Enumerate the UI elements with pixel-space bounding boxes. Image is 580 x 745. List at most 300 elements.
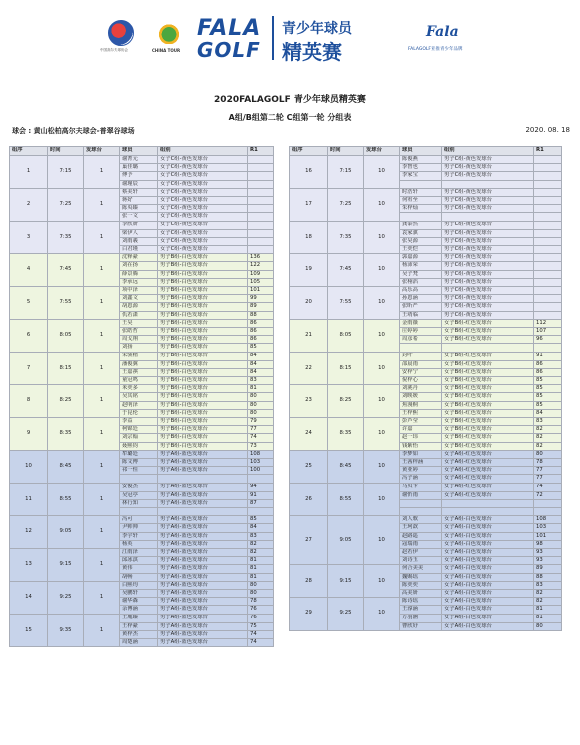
round1-score: 80 [248,401,274,409]
column-header: 发球台 [364,147,400,156]
division: 男子A组-蓝色发球台 [158,614,248,622]
tee-time: 8:05 [48,319,84,352]
table-row [290,287,562,295]
player-name: 马贝卡 [400,483,442,491]
group-number: 13 [10,549,48,582]
division: 男子A组-蓝色发球台 [158,450,248,458]
player-name: 周楚涵 [120,639,158,647]
player-name [400,180,442,188]
division: 女子B组-红色发球台 [442,434,534,442]
round1-score [534,164,562,172]
player-name: 刘雨羲 [120,237,158,245]
group-number: 5 [10,287,48,320]
table-row [10,516,274,524]
division: 男子A组-蓝色发球台 [158,499,248,507]
division: 女子A组-红色发球台 [442,475,534,483]
player-name: 周戈翔 [120,336,158,344]
player-name: 柯锦廷 [120,426,158,434]
division: 女子A组-红色发球台 [442,467,534,475]
round1-score: 74 [248,630,274,638]
division: 男子C组-黄色发球台 [442,188,534,196]
player-name: 刘映媛 [400,393,442,401]
player-name: 庄婷婷 [400,327,442,335]
player-name: 白熙均 [120,581,158,589]
table-row [290,418,562,426]
player-name: 李梦如 [400,450,442,458]
tee-time: 7:35 [328,221,364,254]
round1-score: 98 [534,540,562,548]
group-number: 20 [290,287,328,320]
round1-score [248,205,274,213]
round1-score: 83 [534,418,562,426]
tee-time: 8:55 [48,483,84,516]
division: 男子A组-蓝色发球台 [158,606,248,614]
player-name: 安梓宁 [400,368,442,376]
group-number: 2 [10,188,48,221]
division: 女子B组-红色发球台 [442,418,534,426]
tee-time: 7:55 [48,287,84,320]
player-name: 吴其铭 [120,393,158,401]
division: 男子B组-白色发球台 [158,287,248,295]
round1-score [534,311,562,319]
tee-time: 7:15 [48,156,84,189]
round1-score: 80 [534,622,562,630]
group-number: 21 [290,319,328,352]
round1-score [534,213,562,221]
division: 女子A组-白色发球台 [442,540,534,548]
round1-score: 84 [248,360,274,368]
tee-time: 7:35 [48,221,84,254]
round1-score [534,287,562,295]
round1-score: 88 [534,573,562,581]
table-row [10,319,274,327]
player-name: 王茜梓涵 [400,458,442,466]
round1-score [534,205,562,213]
round1-score: 99 [248,295,274,303]
division: 女子C组-黄色发球台 [158,205,248,213]
division: 男子B组-白色发球台 [158,303,248,311]
table-row [10,385,274,393]
group-number: 1 [10,156,48,189]
round1-score: 93 [534,557,562,565]
round1-score: 75 [248,622,274,630]
division: 女子C组-黄色发球台 [158,188,248,196]
player-name: 杨英 [120,540,158,548]
table-row [10,450,274,458]
column-header: 时间 [48,147,84,156]
player-name: 陈俊燕 [400,156,442,164]
round1-score: 84 [248,524,274,532]
division: 男子C组-黄色发球台 [442,156,534,164]
division: 女子B组-红色发球台 [442,360,534,368]
table-row [10,221,274,229]
round1-score [534,172,562,180]
player-name: 张一文 [120,213,158,221]
group-number: 23 [290,385,328,418]
player-name: 李欣妍 [120,221,158,229]
column-header: 时间 [328,147,364,156]
division: 男子C组-黄色发球台 [442,270,534,278]
group-number: 6 [10,319,48,352]
page-subtitle: A组/B组第二轮 C组第一轮 分组表 [228,113,352,122]
tee-number: 1 [84,581,120,614]
column-header: 组序 [290,147,328,156]
round1-score [534,344,562,352]
division: 女子C组-黄色发球台 [158,237,248,245]
table-row [10,483,274,491]
division: 女子A组-白色发球台 [442,524,534,532]
tee-time: 9:15 [48,549,84,582]
tee-number: 1 [84,614,120,647]
player-name: 朱骏楷 [120,352,158,360]
tee-time: 9:05 [48,516,84,549]
round1-score: 109 [248,270,274,278]
division: 男子C组-黄色发球台 [442,221,534,229]
player-name: 周彦希 [400,336,442,344]
round1-score: 72 [534,491,562,499]
round1-score [248,246,274,254]
round1-score: 112 [534,319,562,327]
round1-score [534,237,562,245]
group-number: 15 [10,614,48,647]
player-name: 曹欣妤 [400,622,442,630]
tee-time: 8:35 [328,418,364,451]
division: 女子C组-黄色发球台 [158,164,248,172]
division: 男子C组-黄色发球台 [442,254,534,262]
player-name: 李承远 [120,278,158,286]
round1-score: 81 [248,385,274,393]
round1-score: 82 [248,540,274,548]
player-name: 蔡美轩 [120,188,158,196]
right-pairings-table [289,146,562,631]
round1-score: 82 [534,598,562,606]
column-header: R1 [248,147,274,156]
division: 女子C组-黄色发球台 [158,213,248,221]
division: 男子B组-白色发球台 [158,368,248,376]
player-name [400,213,442,221]
tee-time: 7:45 [48,254,84,287]
division: 女子A组-红色发球台 [442,491,534,499]
tee-number: 1 [84,418,120,451]
tee-number: 10 [364,418,400,451]
division: 女子B组-红色发球台 [442,319,534,327]
division: 女子A组-白色发球台 [442,598,534,606]
player-name: 蒋好 [120,196,158,204]
player-name: 金雨薇 [400,319,442,327]
round1-score: 86 [248,319,274,327]
player-name: 时浩轩 [400,188,442,196]
round1-score: 84 [534,409,562,417]
tee-number: 1 [84,516,120,549]
round1-score: 91 [534,352,562,360]
table-row [290,352,562,360]
division: 女子B组-红色发球台 [442,368,534,376]
division: 男子C组-黄色发球台 [442,278,534,286]
player-name: 张栩滔 [400,278,442,286]
round1-score: 108 [248,450,274,458]
player-name: 郭嘉源 [400,254,442,262]
column-header: 组别 [442,147,534,156]
tee-time: 9:25 [328,598,364,631]
table-row [290,156,562,164]
tee-number: 10 [364,565,400,598]
tee-number: 1 [84,549,120,582]
group-number: 17 [290,188,328,221]
venue-label: 球会 : 黄山松柏高尔夫球会-普翠谷球场 [12,127,135,135]
division: 女子C组-黄色发球台 [158,229,248,237]
round1-score [534,499,562,507]
table-row [290,450,562,458]
player-name: 彭芦莹 [400,418,442,426]
group-number: 24 [290,418,328,451]
player-name: 朱梓灿 [400,205,442,213]
round1-score: 103 [248,458,274,466]
division: 女子A组-白色发球台 [442,573,534,581]
column-header: 组序 [10,147,48,156]
division: 女子A组-白色发球台 [442,622,534,630]
division: 女子B组-红色发球台 [442,426,534,434]
tee-time: 9:05 [328,516,364,565]
player-name: 陈奕奕 [400,581,442,589]
player-name: 傅予 [120,172,158,180]
tee-number: 10 [364,352,400,385]
division: 男子B组-白色发球台 [158,262,248,270]
table-row [290,254,562,262]
division: 男子A组-蓝色发球台 [158,483,248,491]
round1-score [534,229,562,237]
division [442,180,534,188]
division: 女子A组-红色发球台 [442,458,534,466]
division: 男子B组-白色发球台 [158,278,248,286]
division: 男子A组-蓝色发球台 [158,589,248,597]
player-name: 张昕严 [400,303,442,311]
round1-score: 101 [248,287,274,295]
player-name: 陈文博 [120,458,158,466]
table-row [10,418,274,426]
tee-time: 8:45 [328,450,364,483]
tee-number: 1 [84,483,120,516]
player-name: 赵路遥 [400,532,442,540]
player-name: 赵若伊 [400,549,442,557]
round1-score [248,237,274,245]
player-name: 封叶 [400,352,442,360]
round1-score: 136 [248,254,274,262]
player-name: 谢忻雨 [400,491,442,499]
group-number: 8 [10,385,48,418]
division: 男子B组-白色发球台 [158,418,248,426]
column-header: 球员 [400,147,442,156]
header-row [290,147,562,156]
player-name: 巢佳璐 [120,164,158,172]
player-name: 何合美美 [400,565,442,573]
group-number: 26 [290,483,328,516]
round1-score: 87 [248,499,274,507]
association-logo [108,20,134,46]
player-name: 王珂歆 [400,524,442,532]
division: 男子B组-白色发球台 [158,336,248,344]
division: 女子B组-红色发球台 [442,377,534,385]
division: 男子B组-白色发球台 [158,442,248,450]
player-name: 黄伟 [120,565,158,573]
tee-time: 7:25 [48,188,84,221]
division: 男子C组-黄色发球台 [442,196,534,204]
division: 男子A组-蓝色发球台 [158,467,248,475]
round1-score: 85 [534,385,562,393]
round1-score [534,180,562,188]
round1-score: 77 [534,475,562,483]
division: 男子B组-白色发球台 [158,385,248,393]
division: 女子B组-红色发球台 [442,352,534,360]
division: 女子B组-红色发球台 [442,393,534,401]
round1-score [534,196,562,204]
player-name: 刘在扬 [120,262,158,270]
round1-score [248,213,274,221]
round1-score: 108 [534,516,562,524]
tee-number: 10 [364,450,400,483]
player-name: 张昊源 [400,237,442,245]
player-name: 李智也 [400,164,442,172]
player-name: 吴鹏轩 [120,589,158,597]
division: 男子A组-蓝色发球台 [158,557,248,565]
player-name: 王梓豪 [120,622,158,630]
division: 女子C组-黄色发球台 [158,172,248,180]
player-name: 孙恩涵 [400,295,442,303]
division: 男子C组-黄色发球台 [442,237,534,245]
round1-score: 86 [248,336,274,344]
player-name: 薛景腾 [120,270,158,278]
round1-score: 83 [534,581,562,589]
division: 男子A组-蓝色发球台 [158,549,248,557]
table-row [10,188,274,196]
division: 男子A组-蓝色发球台 [158,630,248,638]
group-number: 25 [290,450,328,483]
round1-score [534,270,562,278]
player-name: 王昊 [120,319,158,327]
round1-score: 73 [248,442,274,450]
division: 男子A组-蓝色发球台 [158,573,248,581]
division: 男子A组-蓝色发球台 [158,516,248,524]
tee-number: 10 [364,598,400,631]
round1-score: 85 [534,401,562,409]
round1-score: 81 [534,606,562,614]
division: 男子B组-白色发球台 [158,327,248,335]
tee-time: 8:35 [48,418,84,451]
round1-score: 91 [248,491,274,499]
player-name: 林行知 [120,499,158,507]
group-number: 22 [290,352,328,385]
division: 女子B组-红色发球台 [442,336,534,344]
round1-score: 81 [248,573,274,581]
tee-number: 10 [364,516,400,565]
player-name [120,508,158,516]
player-name: 倪梓心 [400,377,442,385]
round1-score: 83 [248,377,274,385]
tee-time: 8:25 [48,385,84,418]
round1-score: 80 [534,450,562,458]
round1-score: 86 [534,360,562,368]
division: 男子B组-白色发球台 [158,254,248,262]
group-number: 29 [290,598,328,631]
group-number: 11 [10,483,48,516]
table-row [10,352,274,360]
table-row [290,598,562,606]
player-name: 王奕恺 [400,246,442,254]
player-name: 王嘉祺 [120,368,158,376]
player-name: 刘洮丹 [400,385,442,393]
player-name: 尹帅帅 [120,524,158,532]
division [442,499,534,507]
table-row [290,221,562,229]
division: 男子A组-蓝色发球台 [158,639,248,647]
player-name: 冯子涵 [400,475,442,483]
division: 女子C组-黄色发球台 [158,196,248,204]
division: 女子A组-白色发球台 [442,606,534,614]
header-row [10,147,274,156]
round1-score [248,475,274,483]
tee-number: 1 [84,254,120,287]
division: 女子A组-白色发球台 [442,532,534,540]
division: 男子B组-白色发球台 [158,393,248,401]
round1-score: 82 [534,434,562,442]
division: 男子C组-黄色发球台 [442,295,534,303]
division [442,508,534,516]
round1-score [248,164,274,172]
tee-time: 8:55 [328,483,364,516]
player-name: 江雨泽 [120,549,158,557]
round1-score: 81 [534,614,562,622]
division: 男子B组-白色发球台 [158,360,248,368]
player-name: 许嘉 [400,426,442,434]
round1-score: 82 [248,549,274,557]
left-pairings-table [9,146,274,647]
division: 女子A组-白色发球台 [442,589,534,597]
round1-score: 85 [248,516,274,524]
tee-number: 1 [84,450,120,483]
round1-score: 78 [248,598,274,606]
player-name: 牟璐廷 [120,450,158,458]
tee-number: 1 [84,319,120,352]
table-row [290,483,562,491]
player-name: 方羽涵 [400,614,442,622]
tee-number: 1 [84,287,120,320]
tee-time: 7:25 [328,188,364,221]
table-row [10,549,274,557]
player-name: 钱紫怡 [400,442,442,450]
tee-time: 8:25 [328,385,364,418]
division: 男子C组-黄色发球台 [442,262,534,270]
division: 男子A组-蓝色发球台 [158,524,248,532]
division: 男子A组-蓝色发球台 [158,458,248,466]
round1-score [534,188,562,196]
player-name: 焦漫桐 [400,401,442,409]
china-tour-logo [158,20,180,44]
division [158,508,248,516]
round1-score: 85 [248,344,274,352]
player-name: 邵晨雨 [400,360,442,368]
round1-score [248,196,274,204]
tee-time: 9:25 [48,581,84,614]
table-row [10,254,274,262]
player-name: 魏赐瑶 [400,573,442,581]
division: 女子A组-白色发球台 [442,516,534,524]
player-name: 于昆伦 [120,409,158,417]
tee-number: 10 [364,221,400,254]
player-name: 谢菁元 [120,156,158,164]
division: 女子C组-黄色发球台 [158,156,248,164]
round1-score: 80 [248,409,274,417]
round1-score [248,229,274,237]
group-number: 7 [10,352,48,385]
